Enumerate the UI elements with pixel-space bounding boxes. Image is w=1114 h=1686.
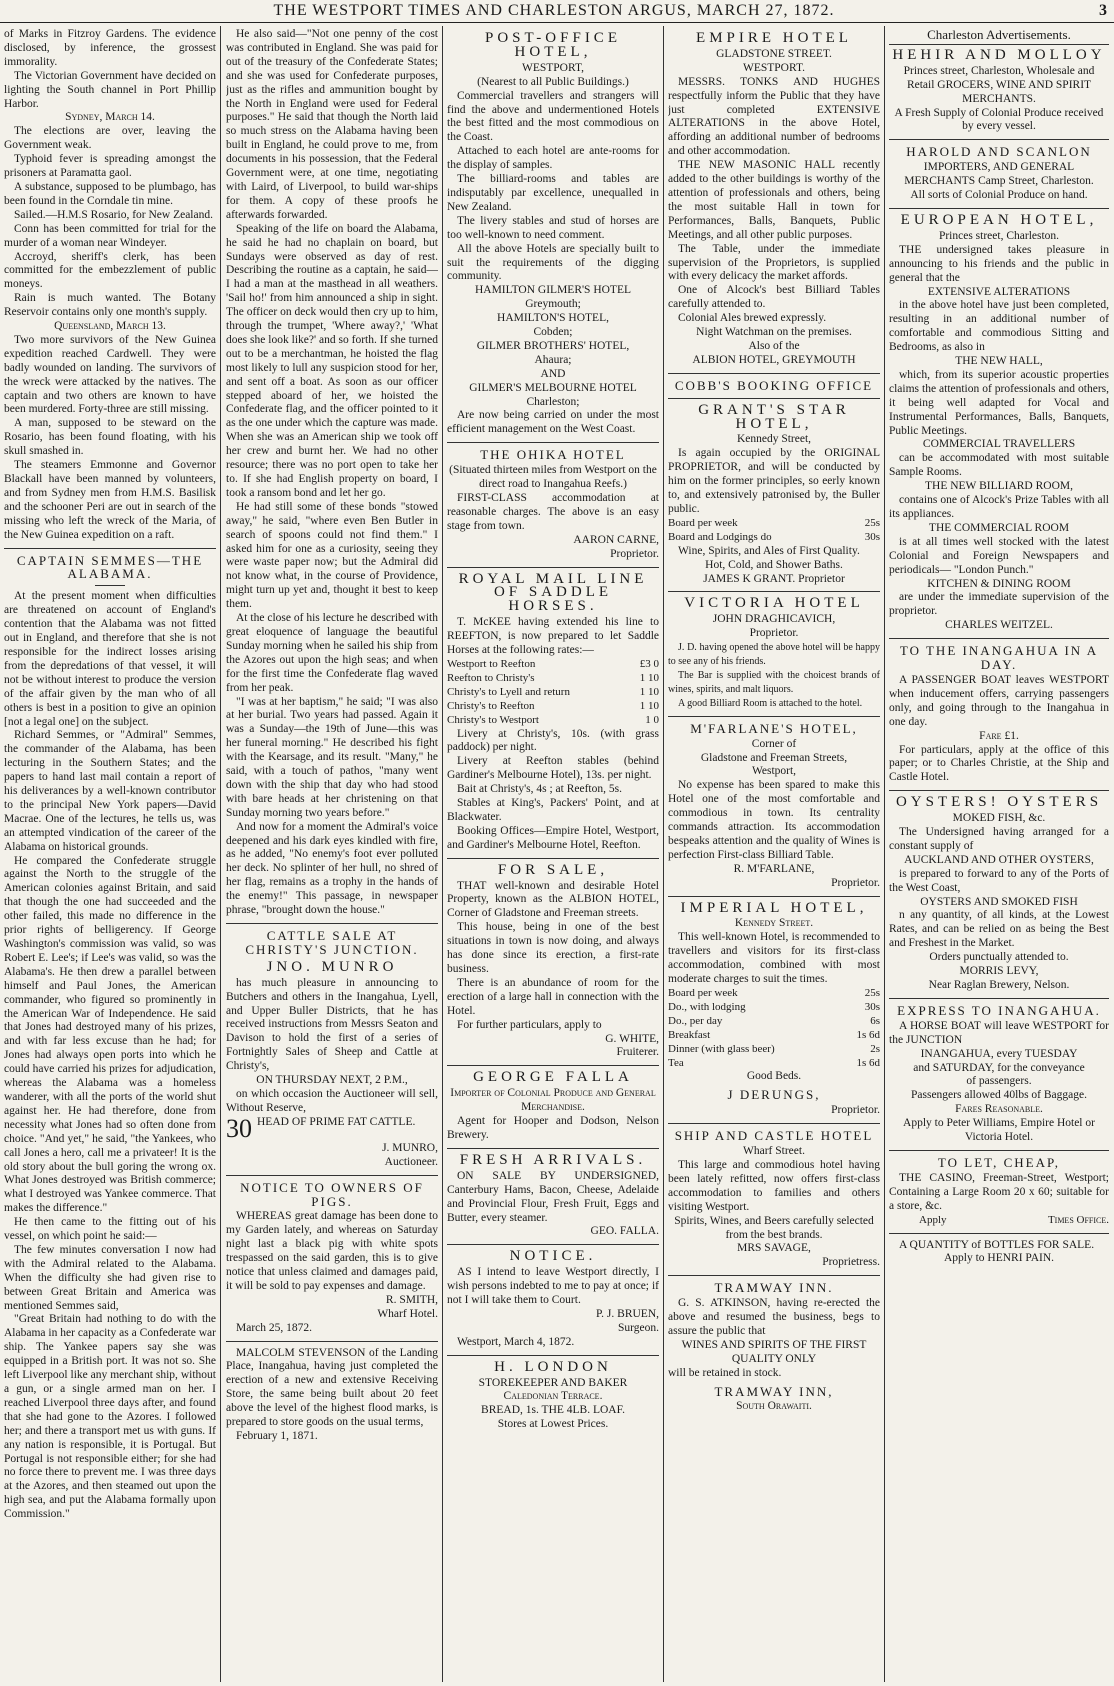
article-heading: CAPTAIN SEMMES—THE ALABAMA. — [16, 552, 204, 582]
ad-text: in the above hotel have just been completed, resulting in an additional number of comfortable and commodious Sitting and Bedrooms, as also in — [889, 299, 1109, 354]
rate-row: Board per week 25s — [668, 987, 880, 999]
news-paragraph: Typhoid fever is spreading amongst the prisoners at Paramatta gaol. — [4, 153, 216, 180]
ad-text: Orders punctually attended to. — [929, 951, 1069, 964]
hotel-place: Charleston; — [526, 395, 580, 408]
divider — [226, 923, 438, 924]
ad-heading: HAROLD AND SCANLON — [906, 144, 1092, 160]
ad-signature: R. M'FARLANE, — [733, 862, 815, 875]
rate-row: Board and Lodgings do 30s — [668, 530, 880, 543]
news-paragraph: Conn has been committed for trial for the murder of a woman near Windeyer. — [4, 222, 216, 249]
ad-text: is at all times well stocked with the latest Colonial and Foreign Newspapers and periodicals— "London Punch." — [889, 535, 1109, 576]
ad-text: can be accommodated with most suitable Sample Rooms. — [889, 452, 1109, 479]
ad-signature: JAMES K GRANT. Proprietor — [703, 572, 845, 585]
ad-sub: Gladstone and Freeman Streets, — [700, 751, 848, 764]
ad-text: Livery at Reefton stables (behind Gardiner's Melbourne Hotel), 13s. per night. — [447, 755, 659, 782]
ad-place: WESTPORT, — [521, 61, 585, 74]
ad-heading: NOTICE TO OWNERS OF PIGS. — [240, 1179, 424, 1209]
ad-place: Caledonian Terrace. — [503, 1390, 603, 1403]
ad-text: The Table, under the immediate supervision of the Proprietors, is supplied with every delicacy the market affords. — [668, 242, 880, 283]
ad-heading: TO LET, CHEAP, — [937, 1154, 1061, 1170]
hotel-place: Greymouth; — [525, 298, 581, 311]
ad-heading: NOTICE. — [509, 1248, 597, 1265]
ad-text: KITCHEN & DINING ROOM — [927, 577, 1071, 590]
ad-number: 30 — [226, 1113, 252, 1143]
ad-text: of passengers. — [966, 1075, 1032, 1088]
column-rule — [663, 26, 664, 1682]
ad-text: Princes street, Charleston, Wholesale and Retail GROCERS, WINE AND SPIRIT MERCHANTS. — [903, 64, 1095, 105]
ad-sub: Corner of — [751, 737, 797, 750]
divider — [95, 585, 125, 586]
rate-row: Do., per day 6s — [668, 1014, 880, 1027]
ad-role: Proprietor. — [610, 547, 659, 560]
ad-text: is prepared to forward to any of the Ports of the West Coast, — [889, 867, 1109, 894]
ad-text: Spirits, Wines, and Beers carefully selected from the best brands. — [674, 1214, 874, 1241]
ad-text: For further particulars, apply to — [457, 1018, 602, 1031]
rate-row: Do., with lodging 30s — [668, 1000, 880, 1013]
fare-row: Christy's to Westport 1 0 — [447, 713, 659, 726]
ad-text: Fare £1. — [979, 729, 1019, 742]
ad-heading: VICTORIA HOTEL — [684, 595, 864, 612]
divider — [889, 1233, 1109, 1234]
article-paragraph: He had still some of these bonds "stowed away," he said, "where even Ben Butler in search of spoons could not find them." I asked him for one as a curiosity, seeing they were waste paper now; but the Admiral did not know what, in the course of Providence, might turn up yet and, thought it best to keep them. — [226, 500, 438, 611]
ad-text: Colonial Ales brewed expressly. — [678, 312, 827, 325]
ad-text: AS I intend to leave Westport directly, I wish persons indebted to me to pay at once; if not I will take them to Court. — [447, 1266, 659, 1307]
ad-text: This well-known Hotel, is recommended to travellers and visitors for its first-class accommodation, combined with most moderate charges to suit the times. — [668, 931, 880, 986]
ad-text: ON THURSDAY NEXT, 2 P.M., — [256, 1074, 408, 1087]
rate-row: Tea 1s 6d — [668, 1056, 880, 1069]
ad-text: Fares Reasonable. — [955, 1103, 1043, 1116]
ad-text: THE NEW HALL, — [955, 355, 1043, 368]
divider — [447, 1244, 659, 1245]
ad-heading: TRAMWAY INN. — [714, 1280, 834, 1296]
fare-row: Christy's to Lyell and return 1 10 — [447, 685, 659, 698]
news-paragraph: The Victorian Government have decided on lighting the South channel in Port Phillip Harbor. — [4, 69, 216, 110]
rate-row: Dinner (with glass beer) 2s — [668, 1042, 880, 1055]
ad-text: Booking Offices—Empire Hotel, Westport, and Gardiner's Melbourne Hotel, Reefton. — [447, 824, 659, 851]
ad-text: IMPORTERS, AND GENERAL MERCHANTS Camp Street, Charleston. — [904, 161, 1094, 188]
ad-heading: JNO. MUNRO — [266, 958, 398, 975]
ad-text: n any quantity, of all kinds, at the Lowest Rates, and can be relied on as being the Best and Freshest in the Market. — [889, 909, 1109, 950]
ad-signature: P. J. BRUEN, — [596, 1307, 659, 1320]
dateline: Sydney, March 14. — [65, 111, 155, 124]
article-paragraph: The few minutes conversation I now had with the Admiral related to the Alabama. When the difficulty she had given rise to between Great Britain and America was mentioned Semmes said, — [4, 1243, 216, 1312]
page-number: 3 — [1099, 2, 1108, 19]
hotel-place: Cobden; — [533, 326, 573, 339]
ad-sub: (Situated thirteen miles from Westport on the direct road to Inangahua Reefs.) — [449, 464, 657, 491]
ad-text: A good Billiard Room is attached to the hotel. — [678, 697, 863, 709]
ad-signature: AARON CARNE, — [573, 533, 659, 546]
ad-text: Agent for Hooper and Dodson, Nelson Brewery. — [447, 1115, 659, 1141]
ad-heading: SHIP AND CASTLE HOTEL — [674, 1128, 874, 1144]
divider — [447, 1065, 659, 1066]
article-paragraph: "I was at her baptism," he said; "I was also at her burial. Two years had passed. Again it was a Sunday—the 19th of June—this was her funeral morning." He described his fight with the Kearsage, and its result. "Many," he said, with a touch of pathos, "many went down with the ship that day who had stood with bare heads at her christening on that Sunday morning two years before." — [226, 695, 438, 819]
news-paragraph: Sailed.—H.M.S Rosario, for New Zealand. — [14, 208, 213, 221]
ad-sub: (Nearest to all Public Buildings.) — [477, 75, 629, 88]
ad-text: There is an abundance of room for the erection of a large hall in connection with the Hotel. — [447, 976, 659, 1017]
news-paragraph: of Marks in Fitzroy Gardens. The evidence disclosed, by inference, the grossest immorality. — [4, 28, 216, 68]
divider — [889, 139, 1109, 140]
ad-text: THE undersigned takes pleasure in announcing to his friends and the public in general that the — [889, 243, 1109, 284]
ad-text: THE COMMERCIAL ROOM — [928, 521, 1070, 534]
divider — [4, 548, 216, 549]
divider — [889, 1150, 1109, 1151]
ad-text: Is again occupied by the ORIGINAL PROPRIETOR, and will be conducted by him on the former principles, so eerly known to, and extensively patronised by, the Buller public. — [668, 447, 880, 515]
ad-sub: Wharf Street. — [743, 1145, 805, 1158]
ad-text: For particulars, apply at the office of this paper; or to Charles Christie, at the Ship and Castle Hotel. — [889, 743, 1109, 784]
news-paragraph: Rain is much wanted. The Botany Reservoir contains only one month's supply. — [4, 292, 216, 319]
news-paragraph: The steamers Emmonne and Governor Blackall have been manned by volunteers, and from Sydney men from H.M.S. Basilisk and the schooner Peri are out in search of the missing who left the wreck of the Maria, of the New Guinea expedition on a raft. — [4, 459, 216, 541]
ad-text: A QUANTITY of BOTTLES FOR SALE. — [899, 1238, 1095, 1251]
ad-text: which, from its superior acoustic properties claims the attention of professionals and others, it being well adapted for Vocal and Instrumental Performances, Balls, Banquets, Public Meetings. — [889, 368, 1109, 437]
ad-text: Apply to HENRI PAIN. — [943, 1252, 1055, 1265]
divider — [447, 442, 659, 443]
ad-text: The Bar is supplied with the choicest brands of wines, spirits, and malt liquors. — [668, 669, 880, 695]
ad-signature: MORRIS LEVY, — [959, 965, 1039, 978]
ad-text: Attached to each hotel are ante-rooms for the display of samples. — [447, 145, 659, 172]
article-paragraph: And now for a moment the Admiral's voice deepened and his dark eyes kindled with fire, as he added, "No enemy's foot ever polluted her deck. No splinter of her hull, no shred of her flag, remains as a trophy in the hands of the enemy!" This passage, in newspaper phrase, "brought down the house." — [226, 820, 438, 917]
ad-text: Are now being carried on under the most efficient management on the West Coast. — [447, 409, 659, 436]
ad-sub: GLADSTONE STREET. — [716, 47, 832, 60]
ad-owner: JOHN DRAGHICAVICH, — [712, 613, 836, 626]
divider — [668, 373, 880, 374]
fare-row: Christy's to Reefton 1 10 — [447, 699, 659, 712]
ad-date: March 25, 1872. — [236, 1321, 313, 1334]
ad-sub: MOKED FISH, &c. — [952, 812, 1046, 825]
divider — [226, 1175, 438, 1176]
news-paragraph: A substance, supposed to be plumbago, has been found in the Corndale tin mine. — [4, 180, 216, 207]
column-rule — [442, 26, 443, 1682]
ad-text: J. D. having opened the above hotel will be happy to see any of his friends. — [668, 642, 880, 668]
news-paragraph: Accroyd, sheriff's clerk, has been committed for the embezzlement of public moneys. — [4, 250, 216, 291]
ad-heading: EXPRESS TO INANGAHUA. — [897, 1002, 1101, 1018]
fare-row: Reefton to Christy's 1 10 — [447, 671, 659, 684]
ad-date: Westport, March 4, 1872. — [457, 1335, 575, 1348]
ad-signature: J. MUNRO, — [382, 1141, 438, 1154]
divider — [668, 896, 880, 897]
ad-heading: GEORGE FALLA — [473, 1069, 633, 1086]
column-4 — [668, 28, 880, 1682]
ad-text: OYSTERS AND SMOKED FISH — [920, 895, 1078, 908]
ad-text: One of Alcock's best Billiard Tables carefully attended to. — [668, 284, 880, 311]
ad-text: HEAD OF PRIME FAT CATTLE. — [257, 1115, 416, 1128]
ad-signature: CHARLES WEITZEL. — [945, 619, 1053, 632]
hotel-name: HAMILTON'S HOTEL, — [497, 312, 609, 325]
masthead-title: THE WESTPORT TIMES AND CHARLESTON ARGUS, MARCH 27, 1872. — [273, 2, 835, 19]
ad-text: All sorts of Colonial Produce on hand. — [910, 189, 1088, 202]
article-paragraph: At the present moment when difficulties are threatened on account of England's contention that the Alabama was not fitted out in England, and therefore that she is not responsible for the indirect losses arising from the depredations of that vessel, it will not be without interest to produce the version of the affair given by the man who of all others is best in a position to give an opinion [not a legal one] on the subject. — [4, 590, 216, 728]
ad-role: Auctioneer. — [384, 1155, 438, 1168]
ad-text: and SATURDAY, for the conveyance — [913, 1061, 1085, 1074]
divider — [668, 398, 880, 399]
ad-sub: Kennedy Street, — [736, 433, 812, 446]
ad-text: Also of the — [748, 339, 800, 352]
ad-apply-row: Apply Times Office. — [919, 1213, 1109, 1226]
ad-text: MESSRS. TONKS AND HUGHES respectfully inform the Public that they have just completed EXTENSIVE ALTERATIONS in the above Hotel, affording an additional number of bedrooms and other accommodation. — [668, 75, 880, 158]
column-rule — [220, 26, 221, 1682]
article-paragraph: At the close of his lecture he described with great eloquence of language the beautiful Sunday morning when he sailed his ship from the Azores out upon the high seas; and when for the first time the Confederate flag waved from her peak. — [226, 612, 438, 694]
ad-text: on which occasion the Auctioneer will sell, Without Reserve, — [226, 1087, 438, 1114]
ad-signature: R. SMITH, — [385, 1293, 438, 1306]
ad-text: Commercial travellers and strangers will find the above and undermentioned Hotels the best fitted and the most commodious on the Coast. — [447, 89, 659, 144]
hotel-and: AND — [540, 367, 566, 380]
divider — [668, 716, 880, 717]
divider — [447, 858, 659, 859]
article-paragraph: Richard Semmes, or "Admiral" Semmes, the commander of the Alabama, has been lecturing in the Southern States; and the papers to hand last mail contain a report of his deliverances by a well-known contributor to the principal New York papers—David Macrae. One of the lectures, he tells us, was an attempted vindication of the career of the Alabama on historical grounds. — [4, 729, 216, 853]
news-paragraph: A man, supposed to be steward on the Rosario, has been found floating, with his skull smashed in. — [4, 417, 216, 458]
ad-signature: GEO. FALLA. — [590, 1225, 659, 1238]
rate-row: Breakfast 1s 6d — [668, 1028, 880, 1041]
masthead — [0, 0, 1114, 23]
ad-signature: G. WHITE, — [605, 1032, 659, 1045]
ad-text: COMMERCIAL TRAVELLERS — [922, 438, 1076, 451]
ad-text: Apply to Peter Williams, Empire Hotel or Victoria Hotel. — [903, 1117, 1095, 1144]
ad-text: Hot, Cold, and Shower Baths. — [705, 558, 843, 571]
ad-text: This house, being in one of the best situations in town is now doing, and always has done since its erection, a first-rate business. — [447, 921, 659, 975]
divider — [668, 1123, 880, 1124]
column-1 — [4, 28, 216, 1682]
ad-text: A Fresh Supply of Colonial Produce received by every vessel. — [894, 106, 1104, 133]
article-paragraph: He also said—"Not one penny of the cost was contributed in England. She was paid for out of the treasury of the Confederate States; and she was used for Confederate purposes, just as the rifles and ammunition bought by the North in England were used for Federal purposes." He said that though the North laid so much stress on the Alabama having been built in England, he could prove to me, from documents in his possession, that the Federal Government were, at one time, negotiating with Laird, of Liverpool, to build war-ships for them. A copy of these proofs he afterwards forwarded. — [226, 28, 438, 221]
ad-role: Proprietor. — [749, 627, 799, 640]
ad-heading: TRAMWAY INN, — [714, 1383, 834, 1399]
ad-text: Wine, Spirits, and Ales of First Quality. — [678, 544, 860, 557]
ad-text: INANGAHUA, every TUESDAY — [920, 1047, 1078, 1060]
ad-signature: MRS SAVAGE, — [737, 1242, 811, 1255]
ad-heading: EUROPEAN HOTEL, — [900, 211, 1098, 228]
ad-signature: J DERUNGS, — [727, 1087, 821, 1103]
column-2 — [226, 28, 438, 1682]
ad-heading: GRANT'S STAR HOTEL, — [698, 401, 850, 432]
divider — [447, 1355, 659, 1356]
ad-text: AUCKLAND AND OTHER OYSTERS, — [904, 853, 1094, 866]
ad-role: Wharf Hotel. — [377, 1307, 438, 1320]
ad-text: Passengers allowed 40lbs of Baggage. — [911, 1089, 1087, 1102]
ad-sub: Kennedy Street. — [734, 917, 814, 930]
rate-row: Board per week 25s — [668, 516, 880, 529]
divider — [447, 1148, 659, 1149]
ad-date: February 1, 1871. — [236, 1430, 318, 1442]
ad-text: WINES AND SPIRITS OF THE FIRST QUALITY ONLY — [681, 1338, 867, 1365]
ad-text: No expense has been spared to make this Hotel one of the most comfortable and commodious in town. Its centrality commands attraction. Its accommodation bespeaks attention and the quality of Wines is perfection First-class Billiard Table. — [668, 779, 880, 861]
hotel-place: Ahaura; — [534, 353, 572, 366]
ad-text: T. McKEE having extended his line to REEFTON, is now prepared to let Saddle Horses at the following rates:— — [447, 616, 659, 657]
ad-heading: ROYAL MAIL LINE OF SADDLE HORSES. — [458, 570, 648, 615]
ad-role: Proprietor. — [831, 876, 880, 889]
divider — [447, 567, 659, 568]
ad-text: Good Beds. — [746, 1070, 802, 1083]
news-paragraph: Two more survivors of the New Guinea expedition reached Cardwell. They were badly wounded on landing. The survivors of the wreck were attacked by the natives. The captain and two others are known to have been murdered. Forty-three are still missing. — [4, 333, 216, 416]
article-paragraph: "Great Britain had nothing to do with the Alabama in her capacity as a Confederate war ship. The Yankee papers say she was equipped in a British port. It was not so. She left Liverpool like any merchant ship, without a gun, or a single armed man on her. I reached Liverpool three days after, and found that she had gone to the Azores. I followed her; and there a transport met us with guns. If any nation is responsible, it is Portugal. But Portugal is not responsible either; for she had no force there to prevent me. I was three days at the Azores, and then steamed out upon the high sea, and put the Alabama formally upon Commission." — [4, 1313, 216, 1521]
article-paragraph: He compared the Confederate struggle against the North to the struggle of the American colonies against Britain, and said that though the one had succeeded and the other failed, this made no difference in the prior rights of belligerency. If George Washington's commission was valid, so was Robert E. Lee's; if Lee's was valid, so was the Alabama's. He then drew a parallel between himself and Paul Jones, the American commander, who figured so prominently in the American War of Independence. He said that Jones had destroyed many of his prizes, and with far less excuse than he had; for Jones had always open ports into which he could have carried his prizes for adjudication, whereas the Alabama was a homeless wanderer, with all the ports of the world shut against her. He had therefore, done from necessity what Jones had so often done from choice. "And yet," he said, "the Yankees, who call Jones a hero, call me a privateer! It is the old story about the bull goring the wrong ox. What Jones destroyed was British commerce; what I destroyed was Yankee commerce. That makes the difference." — [4, 854, 216, 1215]
section-heading: Charleston Advertisements. — [889, 28, 1109, 45]
ad-text: contains one of Alcock's Prize Tables with all its appliances. — [889, 494, 1109, 520]
ad-text: The billiard-rooms and tables are indisputably par excellence, unequalled in New Zealand. — [447, 173, 659, 213]
ad-place: Near Raglan Brewery, Nelson. — [928, 979, 1070, 991]
ad-role: Proprietor. — [831, 1104, 880, 1117]
ad-text: This large and commodious hotel having been lately refitted, now offers first-class accommodation to families and others visiting Westport. — [668, 1158, 880, 1213]
ad-text: THE CASINO, Freeman-Street, Westport; Containing a Large Room 20 x 60; suitable for a store, &c. — [889, 1171, 1109, 1212]
ad-heading: H. LONDON — [494, 1358, 612, 1375]
ad-text: THAT well-known and desirable Hotel Property, known as the ALBION HOTEL, Corner of Gladstone and Freeman streets. — [447, 879, 659, 920]
ad-heading: COBB'S BOOKING OFFICE — [674, 377, 874, 393]
ad-text: The Undersigned having arranged for a constant supply of — [889, 826, 1109, 852]
dateline: Queensland, March 13. — [54, 320, 166, 333]
ad-text: MALCOLM STEVENSON of the Landing Place, Inangahua, having just completed the erection of a new and extensive Receiving Store, the same being built about 20 feet above the level of the highest flood marks, is prepared to store goods on the usual terms, — [226, 1346, 438, 1429]
ad-place: WESTPORT. — [742, 61, 806, 74]
ad-text: has much pleasure in announcing to Butchers and others in the Inangahua, Lyell, and Upper Buller Districts, that he has received instructions from Messrs Seaton and Davison to hold the first of a series of Fortnightly Sales of Sheep and Cattle at Christy's, — [226, 976, 438, 1073]
divider — [889, 208, 1109, 209]
ad-text: Stables at King's, Packers' Point, and at Blackwater. — [447, 797, 659, 823]
divider — [889, 638, 1109, 639]
hotel-name: GILMER'S MELBOURNE HOTEL — [469, 381, 637, 394]
ad-text: G. S. ATKINSON, having re-erected the above and resumed the business, begs to assure the public that — [668, 1297, 880, 1337]
ad-text: THE NEW MASONIC HALL recently added to the other buildings is worthy of the attention of professionals and others, being the most suitable Hall in town for Performances, Balls, Banquets, Public Meetings, and all other public purposes. — [668, 159, 880, 241]
ad-heading: IMPERIAL HOTEL, — [680, 899, 868, 916]
ad-text: will be retained in stock. — [668, 1366, 782, 1379]
divider — [889, 998, 1109, 999]
ad-text: are under the immediate supervision of the proprietor. — [889, 591, 1109, 618]
hotel-name: GILMER BROTHERS' HOTEL, — [476, 339, 630, 352]
column-3 — [447, 28, 659, 1682]
ad-text: A HORSE BOAT will leave WESTPORT for the JUNCTION — [889, 1019, 1109, 1046]
ad-text: Livery at Christy's, 10s. (with grass paddock) per night. — [447, 727, 659, 754]
ad-text: FIRST-CLASS accommodation at reasonable charges. The above is an easy stage from town. — [447, 492, 659, 532]
column-5 — [889, 28, 1109, 1682]
ad-heading: HEHIR AND MOLLOY — [892, 46, 1106, 63]
ad-role: Proprietress. — [822, 1256, 880, 1269]
ad-heading: THE OHIKA HOTEL — [480, 447, 626, 463]
ad-text: ON SALE BY UNDERSIGNED, Canterbury Hams, Bacon, Cheese, Adelaide and Provincial Flour, Fresh Fruit, Eggs and Butter, every steamer. — [447, 1169, 659, 1224]
divider — [226, 1341, 438, 1342]
ad-role: Fruiterer. — [616, 1046, 659, 1059]
divider — [668, 1275, 880, 1276]
article-paragraph: Speaking of the life on board the Alabama, he said he had no chaplain on board, but Sundays were observed as day of rest. Describing the routine as a captain, he said—I had a man at the masthead in all weathers. 'Sail ho!' from him announced a ship in sight. The officer on deck would then cry up to him, through the trumpet, 'Where away?,' 'What does she look like?' and so forth. If she turned out to be a merchantman, he hoisted the flag most likely to lull any suspicion stood for her, and sent off a boat. As soon as our officer stepped aboard of her, we hoisted the Confederate flag, and the officer pointed to it as the one under which the capture was made. When she was an American ship we took off her crew and burnt her. We had no other resource; there was no port open to take her to. If she had English property on board, I took a ransom bond and let her go. — [226, 222, 438, 499]
ad-heading: M'FARLANE'S HOTEL, — [690, 720, 858, 736]
column-rule — [884, 26, 885, 1682]
ad-text: Bait at Christy's, 4s ; at Reefton, 5s. — [457, 783, 622, 796]
ad-sub: Princes street, Charleston. — [938, 229, 1060, 242]
ad-heading: TO THE INANGAHUA IN A DAY. — [899, 643, 1099, 673]
fare-row: Westport to Reefton £3 0 — [447, 657, 659, 670]
ad-sub: Westport, — [751, 765, 797, 778]
article-paragraph: He then came to the fitting out of his vessel, on which point he said:— — [4, 1216, 216, 1243]
news-paragraph: The elections are over, leaving the Government weak. — [4, 125, 216, 152]
ad-heading: CATTLE SALE AT CHRISTY'S JUNCTION. — [245, 928, 419, 957]
ad-heading: FOR SALE, — [497, 861, 609, 878]
ad-heading: POST-OFFICE HOTEL, — [485, 30, 621, 60]
ad-text: Night Watchman on the premises. — [696, 326, 852, 339]
ad-heading: OYSTERS! OYSTERS — [895, 794, 1103, 811]
ad-heading: FRESH ARRIVALS. — [459, 1151, 647, 1168]
ad-text: WHEREAS great damage has been done to my Garden lately, and whereas on Saturday night last a black pig with white spots trespassed on the said garden, this is to give notice that unless claimed and damages paid, it will be sold to pay expenses and damage. — [226, 1210, 438, 1292]
ad-text: Stores at Lowest Prices. — [497, 1418, 609, 1431]
divider — [668, 591, 880, 592]
ad-place: South Orawaiti. — [736, 1400, 812, 1413]
ad-heading: EMPIRE HOTEL — [696, 30, 852, 46]
ad-text: THE NEW BILLIARD ROOM, — [925, 480, 1073, 493]
ad-text: All the above Hotels are specially built to suit the requirements of the digging community. — [447, 242, 659, 283]
ad-role: Surgeon. — [618, 1321, 659, 1334]
ad-text: ALBION HOTEL, GREYMOUTH — [692, 353, 856, 366]
ad-text: BREAD, 1s. THE 4LB. LOAF. — [481, 1404, 625, 1417]
ad-text: A PASSENGER BOAT leaves WESTPORT when inducement offers, carrying passengers only, and going through to the Inangahua in one day. — [889, 673, 1109, 728]
ad-sub: Importer of Colonial Produce and General Merchandise. — [450, 1087, 656, 1114]
ad-text: EXTENSIVE ALTERATIONS — [927, 285, 1071, 298]
divider — [889, 790, 1109, 791]
hotel-name: HAMILTON GILMER'S HOTEL — [474, 284, 632, 297]
ad-sub: STOREKEEPER AND BAKER — [478, 1376, 628, 1389]
ad-text: The livery stables and stud of horses are too well-known to need comment. — [447, 214, 659, 241]
